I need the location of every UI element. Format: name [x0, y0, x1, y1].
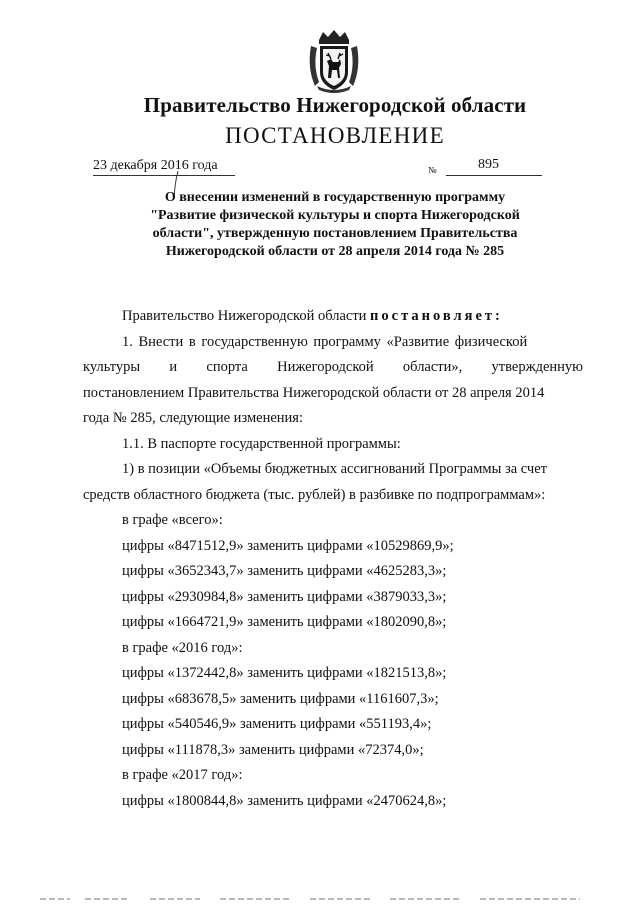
intro-verb: постановляет:: [370, 308, 503, 324]
replacement-line: цифры «3652343,7» заменить цифрами «4625283,3»;: [122, 563, 447, 579]
word: утвержденную: [491, 359, 583, 375]
replacement-line: цифры «1664721,9» заменить цифрами «1802090,8»;: [122, 614, 447, 630]
subject-line: О внесении изменений в государственную программу: [164, 190, 506, 205]
subject-line: области", утвержденную постановлением Правительства: [152, 226, 518, 241]
item-1-line: средств областного бюджета (тыс. рублей) в разбивке по подпрограммам»:: [83, 486, 546, 503]
paragraph-1-line: года № 285, следующие изменения:: [83, 410, 303, 426]
replacement-line: цифры «683678,5» заменить цифрами «1161607,3»;: [122, 690, 439, 707]
nizhny-novgorod-coat-of-arms-icon: [305, 28, 363, 94]
intro-prefix: Правительство Нижегородской области: [122, 308, 371, 324]
document-date: 23 декабря 2016 года: [93, 158, 218, 173]
number-underline: [446, 175, 542, 176]
scan-artifact: [40, 897, 580, 901]
date-underline: [93, 175, 235, 176]
replacement-line: цифры «1800844,8» заменить цифрами «2470624,8»;: [122, 792, 447, 809]
column-2016-heading: в графе «2016 год»:: [122, 639, 243, 656]
number-label: №: [428, 165, 437, 175]
document-type: ПОСТАНОВЛЕНИЕ: [225, 123, 445, 148]
subsection-1-1: 1.1. В паспорте государственной программы:: [122, 435, 401, 452]
item-1-line: 1) в позиции «Объемы бюджетных ассигнований Программы за счет: [122, 461, 547, 477]
resolution-intro: [83, 304, 583, 330]
government-name: Правительство Нижегородской области: [143, 93, 527, 117]
word: и: [169, 359, 178, 375]
paragraph-1-justified-line: [83, 355, 583, 381]
document-subject: [110, 189, 560, 261]
replacement-line: цифры «111878,3» заменить цифрами «72374,0»;: [122, 741, 424, 758]
column-2017-heading: в графе «2017 год»:: [122, 767, 243, 783]
replacement-line: цифры «1372442,8» заменить цифрами «1821513,8»;: [122, 665, 447, 681]
word: культуры: [83, 359, 141, 375]
document-body: [83, 304, 583, 814]
subject-line: Нижегородской области от 28 апреля 2014 года № 285: [165, 244, 505, 259]
word: области»,: [402, 359, 463, 375]
document-number: 895: [478, 157, 499, 172]
column-total-heading: в графе «всего»:: [122, 512, 223, 528]
paragraph-1-line: постановлением Правительства Нижегородской области от 28 апреля 2014: [83, 384, 545, 401]
paragraph-1-line: 1. Внести в государственную программу «Развитие физической: [122, 333, 528, 350]
subject-line: "Развитие физической культуры и спорта Нижегородской: [150, 208, 520, 223]
word: Нижегородской: [277, 359, 374, 375]
replacement-line: цифры «2930984,8» заменить цифрами «3879033,3»;: [122, 588, 447, 605]
word: спорта: [206, 359, 248, 375]
replacement-line: цифры «540546,9» заменить цифрами «551193,4»;: [122, 716, 432, 732]
replacement-line: цифры «8471512,9» заменить цифрами «10529869,9»;: [122, 537, 454, 554]
